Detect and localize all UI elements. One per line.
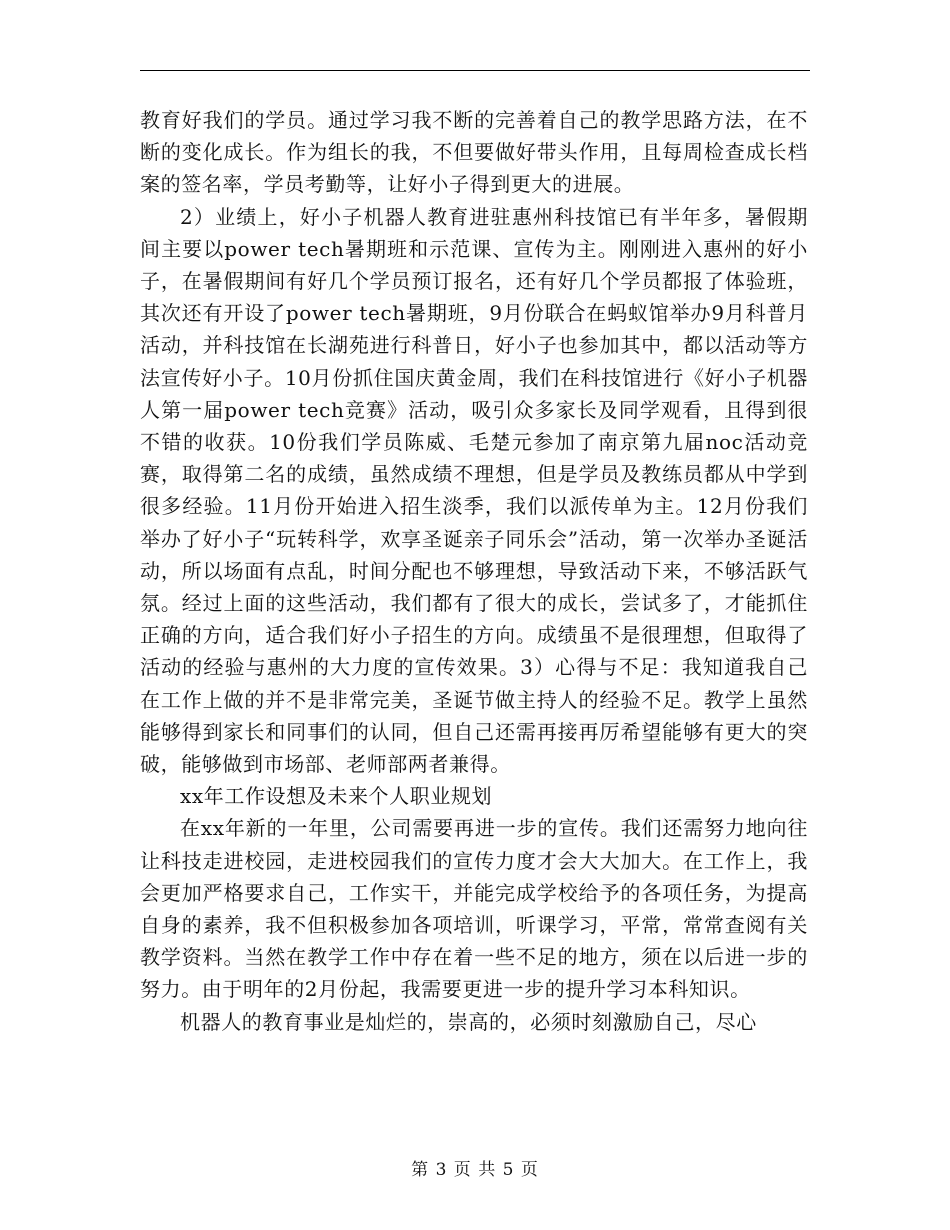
- paragraph-2: 2）业绩上，好小子机器人教育进驻惠州科技馆已有半年多，暑假期间主要以power tech暑期班和示范课、宣传为主。刚刚进入惠州的好小子，在暑假期间有好几个学员预订报名，还有好几个学员都报了体验班，其次还有开设了power tech暑期班，9月份联合在蚂蚁馆举办9月科普月活动，并科技馆在长湖苑进行科普日，好小子也参加其中，都以活动等方法宣传好小子。10月份抓住国庆黄金周，我们在科技馆进行《好小子机器人第一届power tech竞赛》活动，吸引众多家长及同学观看，且得到很不错的收获。10份我们学员陈威、毛楚元参加了南京第九届noc活动竞赛，取得第二名的成绩，虽然成绩不理想，但是学员及教练员都从中学到很多经验。11月份开始进入招生淡季，我们以派传单为主。12月份我们举办了好小子“玩转科学，欢享圣诞亲子同乐会”活动，第一次举办圣诞活动，所以场面有点乱，时间分配也不够理想，导致活动下来，不够活跃气氛。经过上面的这些活动，我们都有了很大的成长，尝试多了，才能抓住正确的方向，适合我们好小子招生的方向。成绩虽不是很理想，但取得了活动的经验与惠州的大力度的宣传效果。3）心得与不足：我知道我自己在工作上做的并不是非常完美，圣诞节做主持人的经验不足。教学上虽然能够得到家长和同事们的认同，但自己还需再接再厉希望能够有更大的突破，能够做到市场部、老师部两者兼得。: [140, 204, 808, 777]
- section-heading: xx年工作设想及未来个人职业规划: [180, 784, 493, 809]
- paragraph-1: 教育好我们的学员。通过学习我不断的完善着自己的教学思路方法，在不断的变化成长。作为组长的我，不但要做好带头作用，且每周检查成长档案的签名率，学员考勤等，让好小子得到更大的进展。: [140, 108, 808, 197]
- document-body: [140, 104, 808, 1038]
- paragraph-4: 机器人的教育事业是灿烂的，崇高的，必须时刻激励自己，尽心: [180, 1009, 757, 1034]
- header-divider: [140, 70, 810, 71]
- page-number-footer: 第 3 页 共 5 页: [411, 1160, 539, 1180]
- paragraph-3: 在xx年新的一年里，公司需要再进一步的宣传。我们还需努力地向往让科技走进校园，走进校园我们的宣传力度才会大大加大。在工作上，我会更加严格要求自己，工作实干，并能完成学校给予的各项任务，为提高自身的素养，我不但积极参加各项培训，听课学习，平常，常常查阅有关教学资料。当然在教学工作中存在着一些不足的地方，须在以后进一步的努力。由于明年的2月份起，我需要更进一步的提升学习本科知识。: [140, 816, 808, 1002]
